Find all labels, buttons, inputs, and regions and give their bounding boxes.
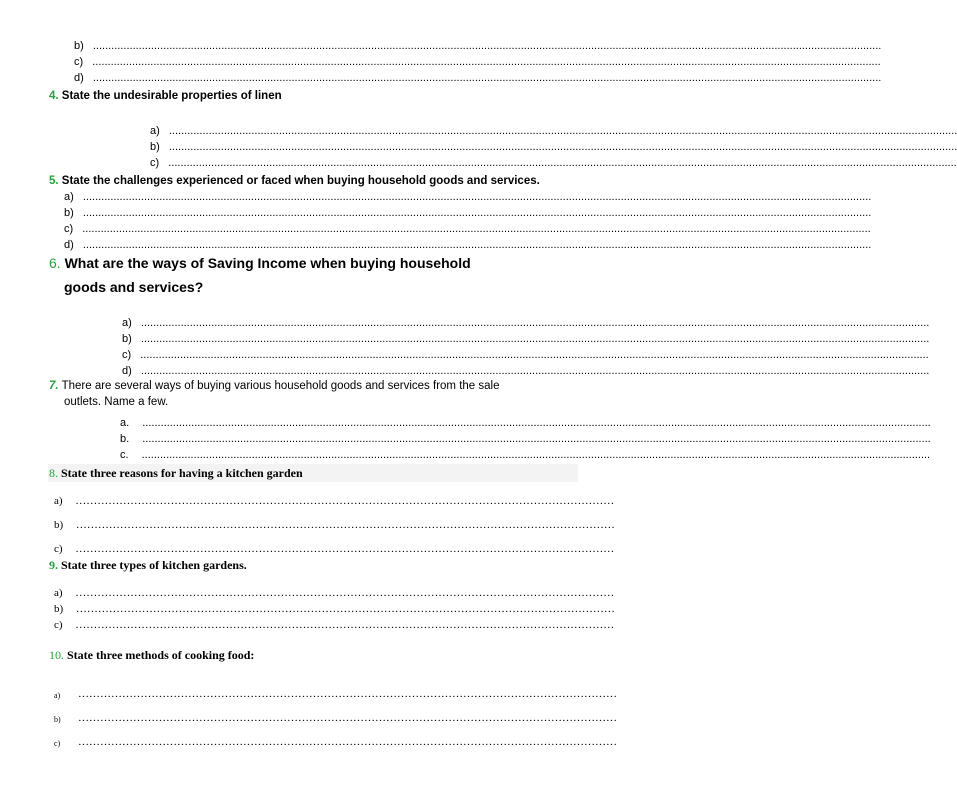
item-label: c) bbox=[150, 157, 160, 169]
answer-line[interactable]: .................................................................................................................................................................................................................................................................. bbox=[140, 349, 929, 361]
item-label: b) bbox=[74, 40, 84, 52]
q9-item-a bbox=[54, 587, 615, 599]
question-number: 10. bbox=[49, 648, 64, 662]
question-6 bbox=[49, 255, 471, 271]
item-label: a) bbox=[54, 587, 63, 599]
q4-item-c bbox=[150, 157, 957, 169]
question-5 bbox=[49, 175, 540, 187]
item-label: b) bbox=[54, 715, 61, 724]
answer-line[interactable]: ………………………………………………………………………………………………………………………………… bbox=[75, 495, 615, 507]
answer-line[interactable]: .................................................................................................................................................................................................................................................................. bbox=[168, 125, 957, 137]
item-label: d) bbox=[64, 239, 74, 251]
question-text: State the undesirable properties of linen bbox=[61, 90, 282, 102]
answer-line[interactable]: .................................................................................................................................................................................................................................................................. bbox=[140, 333, 930, 345]
answer-line[interactable]: .................................................................................................................................................................................................................................................................. bbox=[82, 191, 872, 203]
item-label: a) bbox=[54, 495, 63, 507]
question-text-line-1: There are several ways of buying various household goods and services from the sale bbox=[61, 380, 500, 392]
answer-line[interactable]: ………………………………………………………………………………………………………………………………… bbox=[75, 543, 615, 555]
q7-item-a bbox=[120, 417, 931, 429]
q9-item-b bbox=[54, 603, 615, 615]
q7-item-c bbox=[120, 449, 931, 461]
answer-line[interactable]: ………………………………………………………………………………………………………………………………… bbox=[75, 519, 615, 531]
question-4 bbox=[49, 90, 282, 102]
q4-item-b bbox=[150, 141, 957, 153]
answer-line[interactable]: .................................................................................................................................................................................................................................................................. bbox=[92, 40, 882, 52]
question-text: State three reasons for having a kitchen garden bbox=[61, 466, 303, 480]
question-9 bbox=[49, 558, 247, 573]
question-number: 5. bbox=[49, 175, 59, 187]
q7-item-b bbox=[120, 433, 931, 445]
answer-line[interactable]: ………………………………………………………………………………………………………………………………… bbox=[78, 688, 617, 700]
question-10 bbox=[49, 648, 254, 663]
item-label: a) bbox=[54, 691, 61, 700]
question-text: State the challenges experienced or faced when buying household goods and services. bbox=[61, 175, 540, 187]
top-list-item-c bbox=[74, 56, 881, 68]
answer-line[interactable]: .................................................................................................................................................................................................................................................................. bbox=[82, 207, 872, 219]
answer-line[interactable]: ………………………………………………………………………………………………………………………………… bbox=[75, 587, 615, 599]
question-number: 6. bbox=[49, 255, 61, 271]
item-label: b) bbox=[54, 603, 64, 615]
question-text: State three methods of cooking food: bbox=[67, 648, 255, 662]
answer-line[interactable]: ………………………………………………………………………………………………………………………………… bbox=[78, 736, 617, 748]
item-label: b) bbox=[64, 207, 74, 219]
q10-item-c bbox=[54, 736, 617, 748]
answer-line[interactable]: ………………………………………………………………………………………………………………………………… bbox=[78, 712, 617, 724]
answer-line[interactable]: .................................................................................................................................................................................................................................................................. bbox=[140, 365, 930, 377]
top-list-item-b bbox=[74, 40, 882, 52]
item-label: c) bbox=[54, 619, 63, 631]
answer-line[interactable]: .................................................................................................................................................................................................................................................................. bbox=[140, 317, 930, 329]
q8-item-a bbox=[54, 495, 615, 507]
item-label: c) bbox=[54, 739, 61, 748]
q6-item-c bbox=[122, 349, 929, 361]
question-6-line-2: goods and services? bbox=[64, 279, 204, 295]
item-label: b) bbox=[54, 519, 64, 531]
item-label: b) bbox=[150, 141, 160, 153]
answer-line[interactable]: .................................................................................................................................................................................................................................................................. bbox=[92, 56, 881, 68]
answer-line[interactable]: .................................................................................................................................................................................................................................................................. bbox=[82, 223, 871, 235]
item-label: c) bbox=[122, 349, 132, 361]
q9-item-c bbox=[54, 619, 615, 631]
question-text-line-1: What are the ways of Saving Income when buying household bbox=[64, 255, 471, 271]
question-8 bbox=[49, 466, 303, 481]
item-label: c. bbox=[120, 449, 129, 461]
q5-item-d bbox=[64, 239, 872, 251]
q10-item-b bbox=[54, 712, 617, 724]
q10-item-a bbox=[54, 688, 617, 700]
q5-item-a bbox=[64, 191, 872, 203]
question-7 bbox=[49, 380, 499, 392]
q8-item-b bbox=[54, 519, 615, 531]
question-number: 4. bbox=[49, 90, 59, 102]
item-label: a) bbox=[122, 317, 132, 329]
answer-line[interactable]: .................................................................................................................................................................................................................................................................. bbox=[168, 157, 957, 169]
item-label: b. bbox=[120, 433, 130, 445]
answer-line[interactable]: .................................................................................................................................................................................................................................................................. bbox=[168, 141, 957, 153]
item-label: d) bbox=[122, 365, 132, 377]
item-label: b) bbox=[122, 333, 132, 345]
item-label: a) bbox=[64, 191, 74, 203]
q5-item-c bbox=[64, 223, 871, 235]
item-label: a. bbox=[120, 417, 130, 429]
question-text: State three types of kitchen gardens. bbox=[61, 558, 247, 572]
item-label: d) bbox=[74, 72, 84, 84]
item-label: a) bbox=[150, 125, 160, 137]
answer-line[interactable]: .................................................................................................................................................................................................................................................................. bbox=[82, 239, 872, 251]
top-list-item-d bbox=[74, 72, 882, 84]
answer-line[interactable]: ………………………………………………………………………………………………………………………………… bbox=[75, 619, 615, 631]
q8-item-c bbox=[54, 543, 615, 555]
item-label: c) bbox=[74, 56, 84, 68]
answer-line[interactable]: .................................................................................................................................................................................................................................................................. bbox=[141, 449, 931, 461]
answer-line[interactable]: .................................................................................................................................................................................................................................................................. bbox=[92, 72, 882, 84]
item-label: c) bbox=[64, 223, 74, 235]
q4-item-a bbox=[150, 125, 957, 137]
question-number: 8. bbox=[49, 466, 58, 480]
q5-item-b bbox=[64, 207, 872, 219]
answer-line[interactable]: .................................................................................................................................................................................................................................................................. bbox=[142, 417, 931, 429]
item-label: c) bbox=[54, 543, 63, 555]
q6-item-b bbox=[122, 333, 930, 345]
answer-line[interactable]: .................................................................................................................................................................................................................................................................. bbox=[142, 433, 931, 445]
q6-item-d bbox=[122, 365, 930, 377]
question-number: 7. bbox=[49, 380, 59, 392]
answer-line[interactable]: ………………………………………………………………………………………………………………………………… bbox=[75, 603, 615, 615]
q6-item-a bbox=[122, 317, 930, 329]
question-7-line-2: outlets. Name a few. bbox=[64, 396, 169, 408]
question-number: 9. bbox=[49, 558, 58, 572]
